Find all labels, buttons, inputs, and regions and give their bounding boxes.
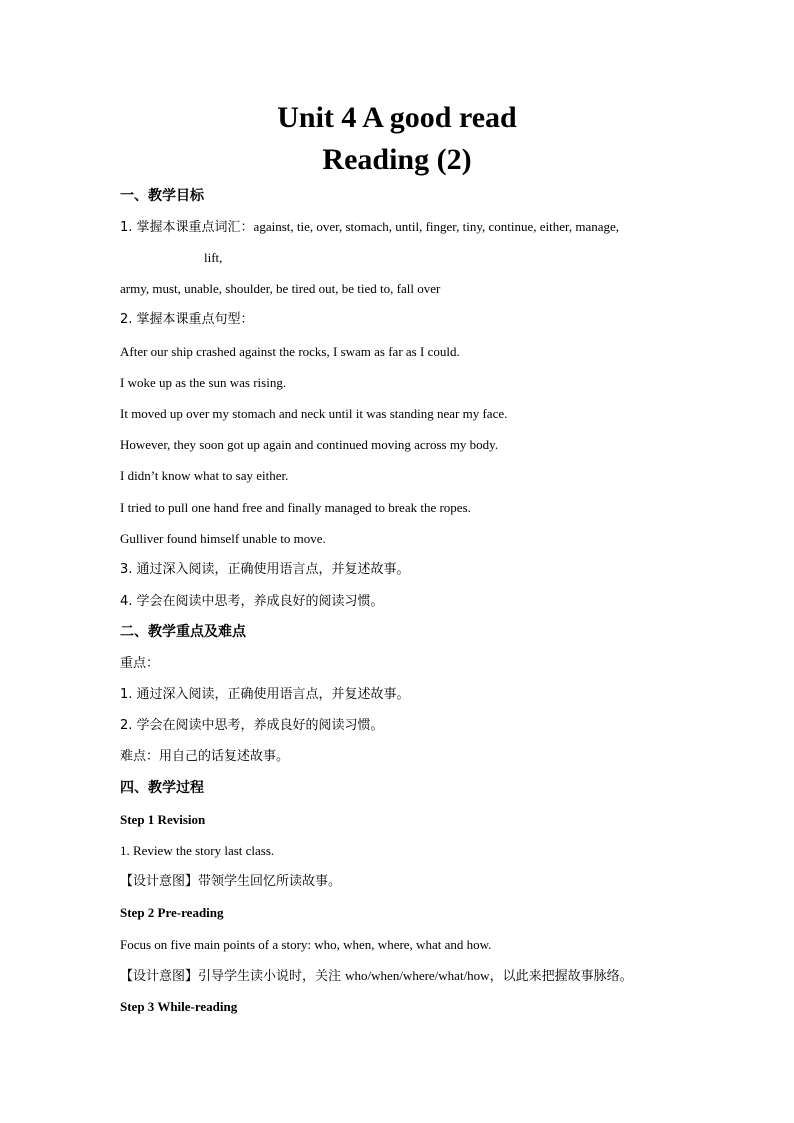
step-text: 1. Review the story last class. [120, 843, 275, 858]
design-intent-text: ，以此来把握故事脉络。 [489, 969, 633, 984]
key-sentence: Gulliver found himself unable to move. [120, 531, 326, 546]
step-title: Step 1 Revision [120, 812, 206, 827]
key-sentence: I tried to pull one hand free and finally managed to break the ropes. [120, 500, 471, 515]
key-point: 2. 学会在阅读中思考，养成良好的阅读习惯。 [120, 718, 384, 733]
design-intent-text: 引导学生读小说时，关注 [198, 969, 346, 984]
key-point: 1. 通过深入阅读，正确使用语言点，并复述故事。 [120, 687, 410, 702]
section-heading-objectives: 一、教学目标 [120, 188, 204, 204]
objective-vocab [120, 218, 619, 237]
step-title: Step 2 Pre-reading [120, 905, 224, 920]
key-sentence: However, they soon got up again and continued moving across my body. [120, 437, 499, 452]
key-sentence: It moved up over my stomach and neck until it was standing near my face. [120, 406, 508, 421]
section-heading-key-points: 二、教学重点及难点 [120, 624, 246, 640]
key-sentence: I didn’t know what to say either. [120, 468, 289, 483]
design-intent [120, 967, 633, 986]
document-subtitle: Reading (2) [322, 143, 472, 176]
step-text: Focus on five main points of a story: who, when, where, what and how. [120, 937, 492, 952]
document-title: Unit 4 A good read [277, 101, 517, 134]
design-intent [120, 873, 341, 891]
step-title: Step 3 While-reading [120, 999, 238, 1014]
difficulty-point: 难点：用自己的话复述故事。 [120, 749, 290, 764]
design-intent-label: 【设计意图】 [120, 969, 199, 984]
key-sentence: After our ship crashed against the rocks, I swam as far as I could. [120, 344, 460, 359]
objective-vocab-words-line2: army, must, unable, shoulder, be tired out, be tied to, fall over [120, 281, 441, 296]
objective-habit: 4. 学会在阅读中思考，养成良好的阅读习惯。 [120, 594, 384, 609]
design-intent-text: 带领学生回忆所读故事。 [198, 874, 342, 889]
design-intent-text: who/when/where/what/how [345, 968, 490, 983]
key-sentence: I woke up as the sun was rising. [120, 375, 287, 390]
objective-retell: 3. 通过深入阅读，正确使用语言点，并复述故事。 [120, 562, 410, 577]
objective-vocab-words-cont: lift, [204, 250, 223, 265]
design-intent-label: 【设计意图】 [120, 874, 199, 889]
section-heading-process: 四、教学过程 [120, 780, 204, 796]
key-points-label: 重点： [120, 656, 160, 671]
objective-vocab-words: against, tie, over, stomach, until, finger, tiny, continue, either, manage, [253, 219, 620, 234]
objective-sentences-label: 2. 掌握本课重点句型： [120, 312, 254, 327]
objective-vocab-label: 1. 掌握本课重点词汇： [120, 220, 254, 235]
